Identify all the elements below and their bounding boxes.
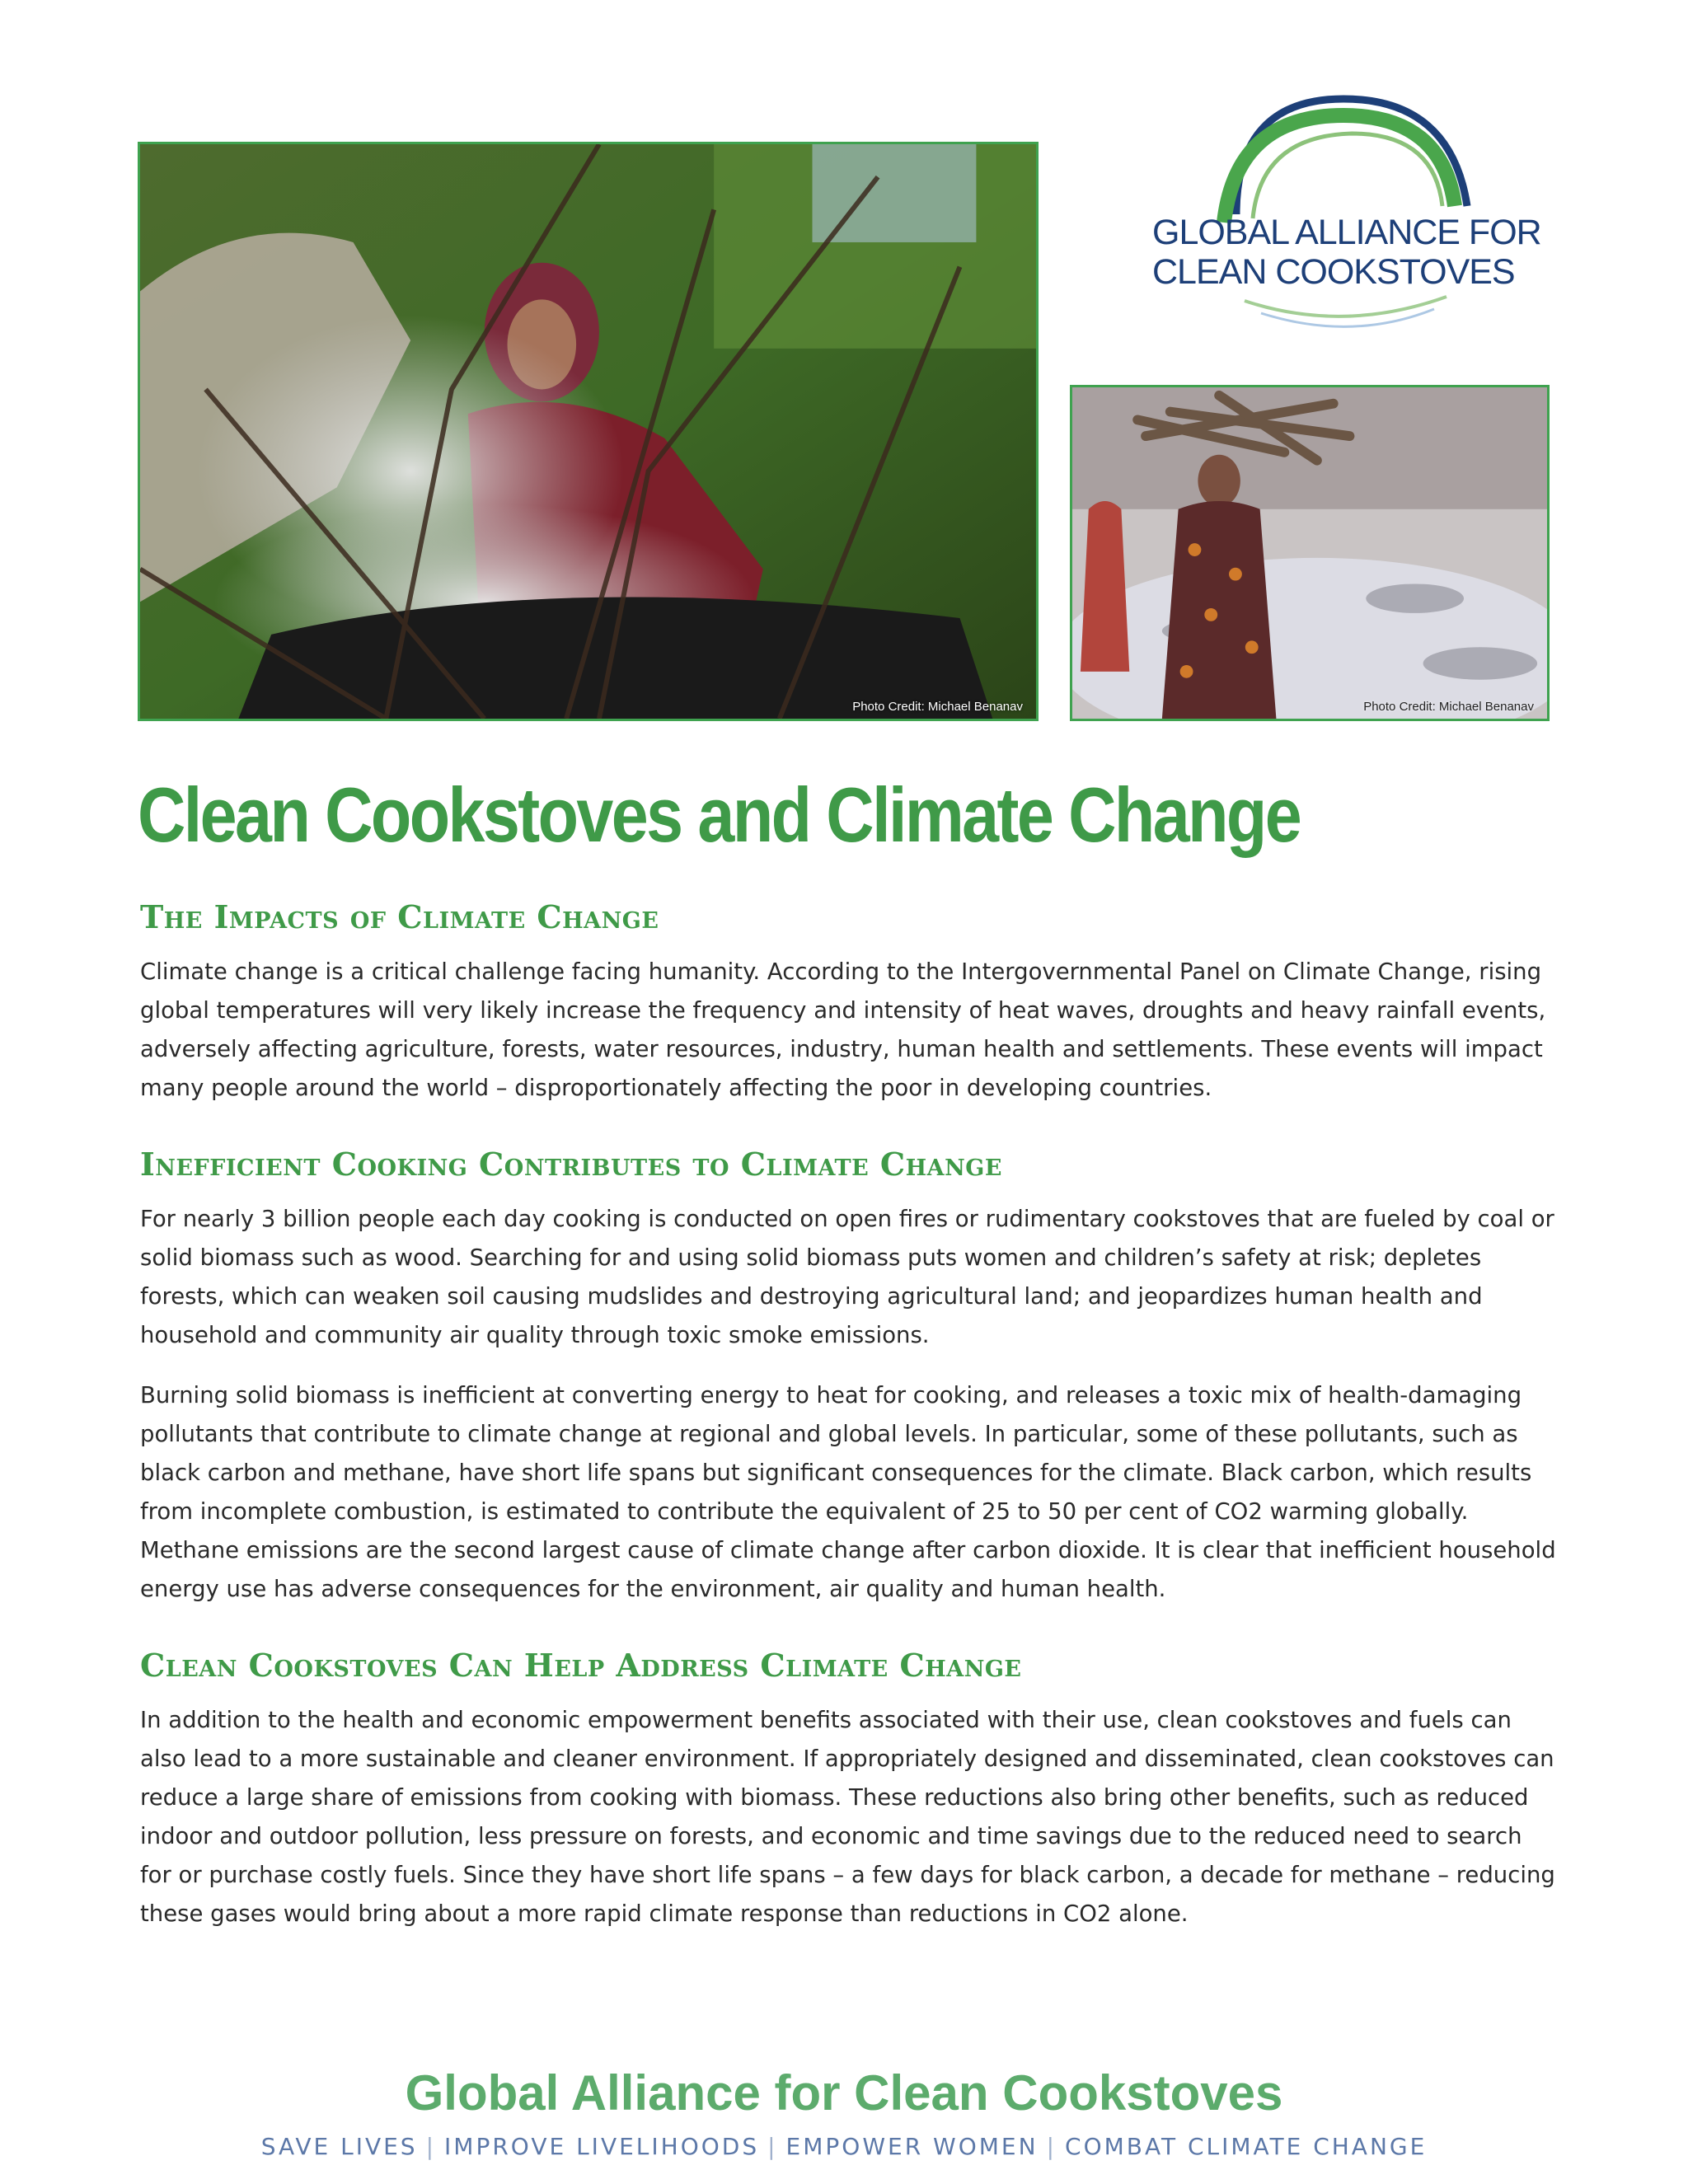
alliance-logo [1146,82,1558,338]
photo-girl-carrying-wood-image [1072,387,1547,719]
photo-credit: Photo Credit: Michael Benanav [1363,700,1534,714]
paragraph-open-fires: For nearly 3 billion people each day cooking is conducted on open fires or rudimentary cookstoves that are fueled by coal or solid biomass such as wood. Searching for and using solid biomass puts women and children’s safety at risk; depletes forests, which can weaken soil causing mudslides and destroying agricultural land; and jeopardizes human health and household and community air quality through toxic smoke emissions. [140,1206,1554,1348]
tagline-improve-livelihoods: IMPROVE LIVELIHOODS [444,2133,760,2160]
tagline-combat-climate-change: COMBAT CLIMATE CHANGE [1065,2133,1428,2160]
section-heading-clean-cookstoves: Clean Cookstoves Can Help Address Climate Change [140,1647,1022,1684]
paragraph-solid-biomass: Burning solid biomass is inefficient at converting energy to heat for cooking, and releases a toxic mix of health-damaging pollutants that contribute to climate change at regional and global levels. In particular, some of these pollutants, such as black carbon and methane, have short life spans but significant consequences for the climate. Black carbon, which results from incomplete combustion, is estimated to contribute the equivalent of 25 to 50 per cent of CO2 warming globally. Methane emissions are the second largest cause of climate change after carbon dioxide. It is clear that inefficient household energy use has adverse consequences for the environment, air quality and human health. [140,1382,1556,1602]
section-heading-impacts: The Impacts of Climate Change [140,898,659,935]
logo-arcs-icon [1146,82,1558,338]
tagline-separator: | [1046,2133,1057,2160]
article-body [140,882,1558,1955]
tagline-save-lives: SAVE LIVES [260,2133,418,2160]
paragraph-impacts: Climate change is a critical challenge facing humanity. According to the Intergovernmental Panel on Climate Change, rising global temperatures will very likely increase the frequency and intensity of heat waves, droughts and heavy rainfall events, adversely affecting agriculture, forests, water resources, industry, human health and settlements. These events will impact many people around the world – disproportionately affecting the poor in developing countries. [140,958,1546,1101]
section-heading-inefficient-cooking: Inefficient Cooking Contributes to Climate Change [140,1146,1002,1183]
logo-wordmark [1152,213,1541,292]
tagline-separator: | [767,2133,778,2160]
footer-tagline [0,2133,1688,2160]
page-title: Clean Cookstoves and Climate Change [138,771,1301,858]
photo-woman-cooking-image [140,144,1036,719]
tagline-separator: | [425,2133,437,2160]
logo-line-2: CLEAN COOKSTOVES [1152,252,1515,292]
footer-title: Global Alliance for Clean Cookstoves [405,2065,1283,2121]
paragraph-clean-cookstoves: In addition to the health and economic empowerment benefits associated with their use, clean cookstoves and fuels can also lead to a more sustainable and cleaner environment. If appropriately designed and disseminated, clean cookstoves can reduce a large share of emissions from cooking with biomass. These reductions also bring other benefits, such as reduced indoor and outdoor pollution, less pressure on forests, and economic and time savings due to the reduced need to search for or purchase costly fuels. Since they have short life spans – a few days for black carbon, a decade for methane – reducing these gases would bring about a more rapid climate response than reductions in CO2 alone. [140,1707,1555,1927]
logo-line-1: GLOBAL ALLIANCE FOR [1152,213,1541,252]
tagline-empower-women: EMPOWER WOMEN [785,2133,1039,2160]
photo-girl-carrying-wood [1070,385,1550,721]
photo-credit: Photo Credit: Michael Benanav [852,700,1023,714]
photo-woman-cooking [138,142,1039,721]
